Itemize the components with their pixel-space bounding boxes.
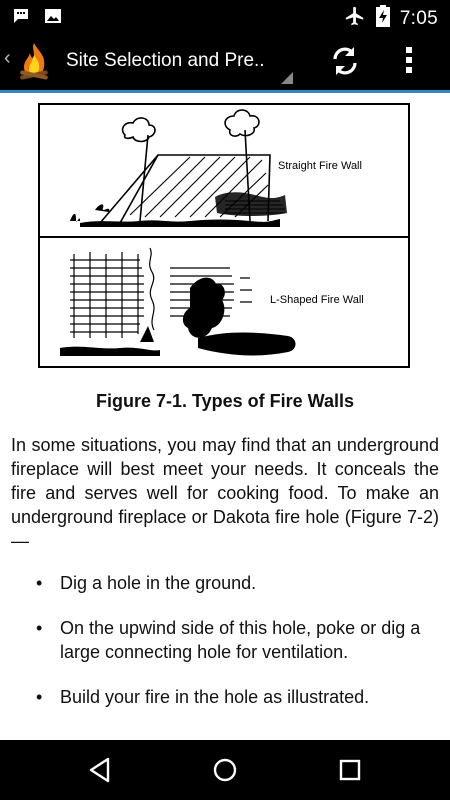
navigation-bar	[0, 740, 450, 800]
recents-icon[interactable]	[336, 755, 364, 790]
fire-walls-figure	[38, 103, 410, 368]
list-item: • Dig a hole in the ground.	[36, 573, 257, 593]
bullet-icon: •	[36, 687, 43, 707]
l-shaped-fire-wall-label: L-Shaped Fire Wall	[270, 294, 364, 306]
airplane-mode-icon	[344, 5, 366, 32]
action-bar	[0, 33, 450, 90]
overflow-menu-icon[interactable]	[405, 45, 413, 80]
status-time: 7:05	[399, 7, 438, 29]
status-bar	[0, 0, 450, 33]
image-notification-icon	[44, 7, 62, 30]
straight-fire-wall-label: Straight Fire Wall	[278, 160, 362, 172]
screen-title[interactable]: Site Selection and Pre..	[66, 50, 265, 71]
list-item: • Build your fire in the hole as illustrated.	[36, 687, 370, 707]
instruction-list	[36, 571, 436, 730]
refresh-icon[interactable]	[330, 45, 360, 82]
article-content[interactable]	[0, 93, 450, 739]
chat-notification-icon	[12, 7, 30, 30]
bullet-icon: •	[36, 618, 43, 638]
battery-charging-icon	[376, 5, 390, 32]
campfire-logo-icon[interactable]	[16, 41, 52, 81]
body-paragraph: In some situations, you may find that an underground fireplace will best meet your needs. It conceals the fire and serves well for cooking food. To make an underground fireplace or Dakota fire hole (Figure 7-2)—	[11, 435, 439, 551]
home-icon[interactable]	[211, 755, 239, 790]
up-caret-icon[interactable]: ‹	[4, 47, 11, 69]
spinner-dropdown-icon[interactable]	[281, 71, 293, 89]
back-icon[interactable]	[86, 755, 114, 790]
figure-caption: Figure 7-1. Types of Fire Walls	[95, 391, 355, 411]
bullet-icon: •	[36, 573, 43, 593]
list-item: • On the upwind side of this hole, poke or dig a large connecting hole for ventilation.	[36, 618, 421, 662]
